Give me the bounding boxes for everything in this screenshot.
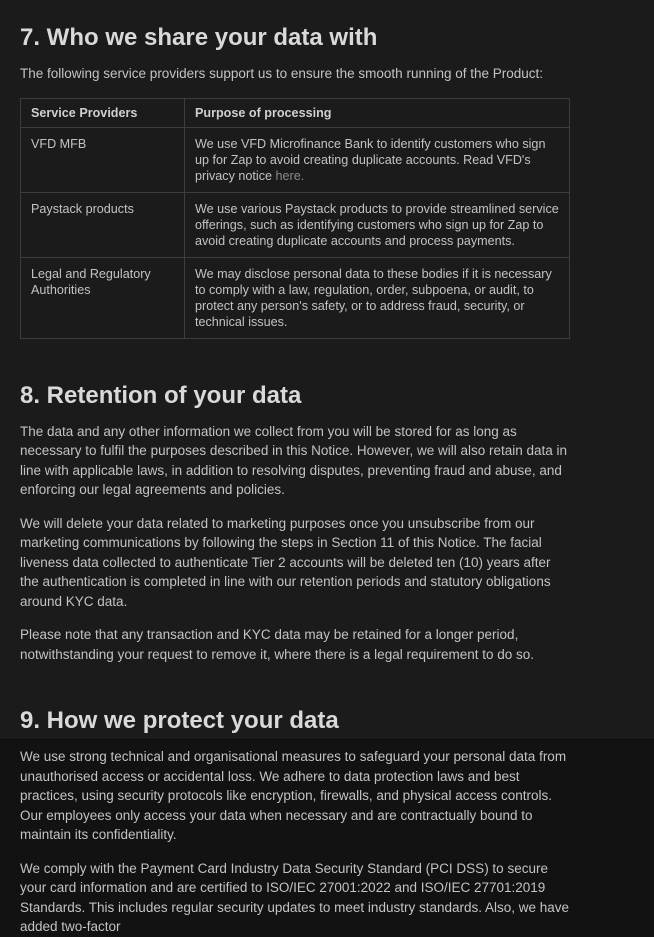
column-header-purpose: Purpose of processing: [185, 98, 570, 127]
protection-paragraph-2: We comply with the Payment Card Industry Data Security Standard (PCI DSS) to secure your card information and are certified to ISO/IEC 27001:2022 and ISO/IEC 27701:2019 Standards. This includes regular security updates to meet industry standards. Also, we have added two-factor: [20, 860, 570, 934]
purpose-cell: We use various Paystack products to provide streamlined service offerings, such as identifying customers who sign up for Zap to avoid creating duplicate accounts and process payments.: [185, 192, 570, 257]
provider-cell: Paystack products: [21, 192, 185, 257]
table-row-paystack: [21, 192, 570, 257]
content-column: [20, 24, 573, 937]
vfd-privacy-notice-link[interactable]: here: [275, 168, 301, 183]
retention-paragraph-2: We will delete your data related to marketing purposes once you unsubscribe from our marketing communications by following the steps in Section 11 of this Notice. The facial liveness data collected to authenticate Tier 2 accounts will be deleted ten (10) years after the authentication is completed in line with our retention periods and statutory obligations around KYC data.: [20, 515, 551, 609]
table-row-vfd-mfb: [21, 127, 570, 192]
purpose-text: We use VFD Microfinance Bank to identify customers who sign up for Zap to avoid creating duplicate accounts. Read VFD's privacy notice: [195, 136, 546, 183]
retention-paragraph-1: The data and any other information we collect from you will be stored for as long as necessary to fulfil the purposes described in this Notice. However, we will also retain data in line with applicable laws, in addition to resolving disputes, preventing fraud and abuse, and enforcing our legal agreements and policies.: [20, 423, 568, 497]
section-heading-protection: 9. How we protect your data: [20, 707, 339, 734]
section-heading-retention: 8. Retention of your data: [20, 381, 302, 409]
column-header-service-providers: Service Providers: [21, 98, 185, 127]
purpose-cell: We may disclose personal data to these bodies if it is necessary to comply with a law, regulation, order, subpoena, or audit, to protect any person's safety, or to address fraud, security, or technical issues.: [185, 257, 570, 338]
section-heading-share: 7. Who we share your data with: [20, 24, 378, 51]
provider-cell: VFD MFB: [21, 127, 185, 192]
protection-paragraph-1: We use strong technical and organisational measures to safeguard your personal data from unauthorised access or accidental loss. We adhere to data protection laws and best practices, using security protocols like encryption, firewalls, and physical access controls. Our employees only access your data when necessary and are contractually bound to maintain its confidentiality.: [20, 749, 567, 842]
provider-cell: Legal and Regulatory Authorities: [21, 257, 185, 338]
table-header-row: [21, 98, 570, 127]
table-row-legal-authorities: [21, 257, 570, 338]
section-who-we-share: [20, 24, 573, 339]
section-retention: [20, 382, 573, 665]
service-providers-table: [20, 98, 570, 339]
purpose-cell: [185, 127, 570, 192]
purpose-text-suffix: .: [300, 168, 305, 183]
retention-paragraph-3: Please note that any transaction and KYC data may be retained for a longer period, notwithstanding your request to remove it, where there is a legal requirement to do so.: [20, 627, 535, 662]
share-intro-paragraph: The following service providers support us to ensure the smooth running of the Product:: [20, 66, 544, 81]
